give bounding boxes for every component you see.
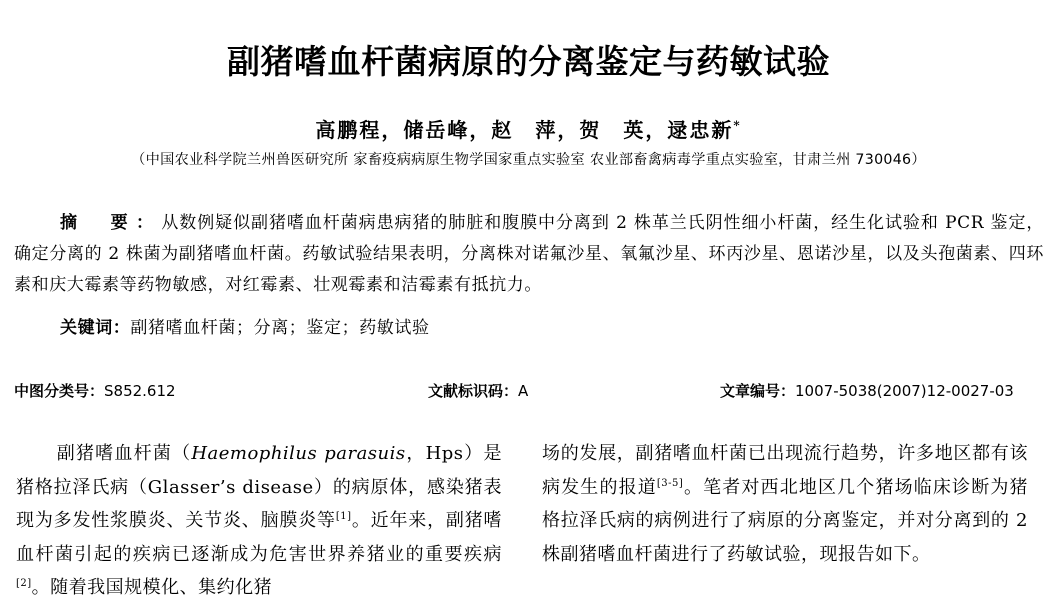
body-text: 副猪嗜血杆菌（ [56,443,192,464]
article-number [720,380,1014,401]
species-name: Haemophilus parasuis [191,443,406,464]
abstract-text: 从数例疑似副猪嗜血杆菌病患病猪的肺脏和腹膜中分离到 2 株革兰氏阴性细小杆菌，经生化试验和 PCR 鉴定，确定分离的 2 株菌为副猪嗜血杆菌。药敏试验结果表明，分离株对诺氟沙星、氧氟沙星、环丙沙星、恩诺沙星，以及头孢菌素、四环素和庆大霉素等药物敏感，对红霉素、壮观霉素和洁霉素有抵抗力。 [14,213,1045,295]
document-code-value: A [518,382,529,400]
keywords-label: 关键词： [60,318,131,338]
author-names: 高鹏程，储岳峰，赵 萍，贺 英，逯忠新 [315,118,734,142]
body-column-right [542,437,1028,571]
citation-ref: [3-5] [656,477,684,489]
affiliation: （中国农业科学院兰州兽医研究所 家畜疫病病原生物学国家重点实验室 农业部畜禽病毒学重点实验室，甘肃兰州 730046） [131,152,926,168]
paper-title: 副猪嗜血杆菌病原的分离鉴定与药敏试验 [227,42,830,81]
clc-value: S852.612 [104,382,176,400]
citation-ref: [2] [16,578,32,589]
body-text: 。近年来，副猪嗜血杆菌引起的疾病已逐渐成为危害世界养猪业的重要疾病 [16,510,503,565]
article-number-value: 1007-5038(2007)12-0027-03 [795,382,1014,400]
author-list [0,114,1057,143]
abstract [14,208,1044,301]
keywords-text: 副猪嗜血杆菌；分离；鉴定；药敏试验 [130,318,430,338]
article-number-label: 文章编号： [720,382,796,400]
document-code-label: 文献标识码： [428,382,519,400]
body-column-left [16,437,502,605]
document-code [428,380,528,401]
body-text: ，Hps）是猪格拉泽氏病（Glasser’s disease）的病原体，感染猪表现为多发性浆膜炎、关节炎、脑膜炎等 [16,443,502,531]
abstract-label: 摘 要： [60,213,162,233]
citation-ref: [1] [335,511,352,522]
keywords [60,313,430,338]
body-text: 。笔者对西北地区几个猪场临床诊断为猪格拉泽氏病的病例进行了病原的分离鉴定，并对分离到的 2 株副猪嗜血杆菌进行了药敏试验，现报告如下。 [542,476,1029,565]
body-text: 场的发展，副猪嗜血杆菌已出现流行趋势，许多地区都有该病发生的报道 [542,443,1028,498]
body-text: 。随着我国规模化、集约化猪 [31,577,273,598]
corresponding-author-mark: * [733,118,742,133]
clc-label: 中图分类号： [14,382,105,400]
clc-number [14,380,176,401]
